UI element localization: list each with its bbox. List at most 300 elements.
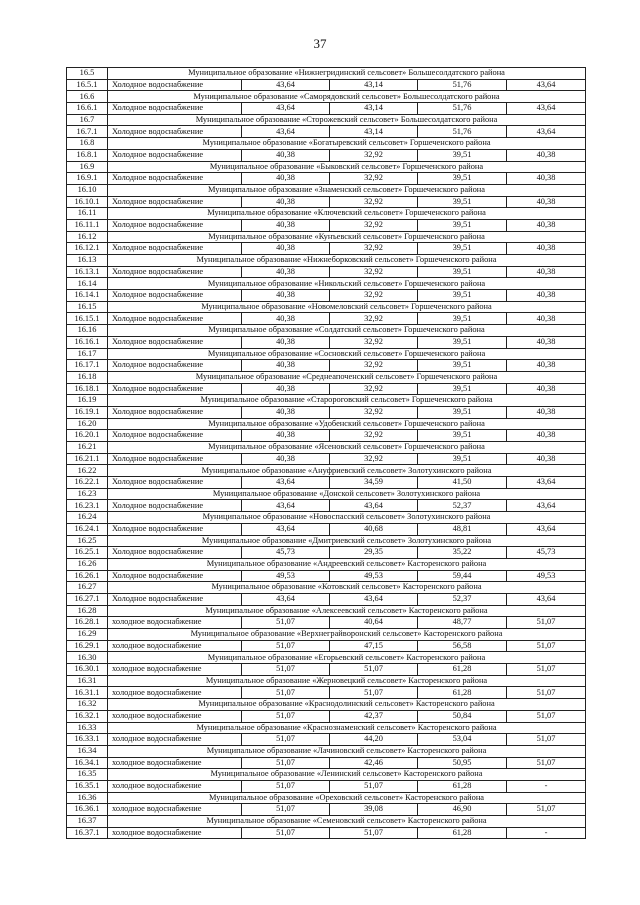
section-header-row	[67, 722, 586, 734]
row-code: 16.17.1	[67, 360, 108, 372]
section-header-row	[67, 816, 586, 828]
row-code: 16.22.1	[67, 477, 108, 489]
service-name: холодное водоснабжение	[108, 804, 242, 816]
tariff-value-2: 32,92	[330, 266, 418, 278]
row-code: 16.12.1	[67, 243, 108, 255]
section-header-row	[67, 558, 586, 570]
section-code: 16.7	[67, 114, 108, 126]
municipality-title: Муниципальное образование «Алексеевский сельсовет» Касторенского района	[108, 605, 586, 617]
row-code: 16.15.1	[67, 313, 108, 325]
municipality-title: Муниципальное образование «Быковский сельсовет» Горшеченского района	[108, 161, 586, 173]
tariff-value-4: 40,38	[507, 219, 586, 231]
tariff-value-1: 43,64	[242, 79, 330, 91]
row-code: 16.29.1	[67, 640, 108, 652]
row-code: 16.7.1	[67, 126, 108, 138]
tariff-value-1: 40,38	[242, 149, 330, 161]
section-code: 16.21	[67, 442, 108, 454]
municipality-title: Муниципальное образование «Среднеапоченский сельсовет» Горшеченского района	[108, 371, 586, 383]
service-name: Холодное водоснабжение	[108, 243, 242, 255]
municipality-title: Муниципальное образование «Ключевский сельсовет» Горшеченского района	[108, 208, 586, 220]
tariff-value-4: 51,07	[507, 664, 586, 676]
tariff-value-1: 43,64	[242, 126, 330, 138]
tariff-value-4: 43,64	[507, 593, 586, 605]
row-code: 16.31.1	[67, 687, 108, 699]
service-name: Холодное водоснабжение	[108, 103, 242, 115]
row-code: 16.23.1	[67, 500, 108, 512]
tariff-row	[67, 266, 586, 278]
tariff-row	[67, 406, 586, 418]
tariff-value-3: 52,37	[418, 500, 507, 512]
tariff-value-2: 32,92	[330, 173, 418, 185]
section-header-row	[67, 278, 586, 290]
tariff-value-1: 40,38	[242, 290, 330, 302]
row-code: 16.9.1	[67, 173, 108, 185]
tariff-row	[67, 196, 586, 208]
tariff-row	[67, 126, 586, 138]
tariff-value-3: 39,51	[418, 336, 507, 348]
tariff-value-1: 51,07	[242, 780, 330, 792]
row-code: 16.28.1	[67, 617, 108, 629]
tariff-value-1: 51,07	[242, 757, 330, 769]
section-code: 16.20	[67, 418, 108, 430]
tariff-value-4: 43,64	[507, 477, 586, 489]
section-code: 16.14	[67, 278, 108, 290]
municipality-title: Муниципальное образование «Удобенский сельсовет» Горшеченского района	[108, 418, 586, 430]
municipality-title: Муниципальное образование «Сосновский сельсовет» Горшеченского района	[108, 348, 586, 360]
section-header-row	[67, 208, 586, 220]
row-code: 16.25.1	[67, 547, 108, 559]
tariff-value-3: 51,76	[418, 103, 507, 115]
section-header-row	[67, 652, 586, 664]
tariff-value-3: 39,51	[418, 360, 507, 372]
tariff-value-4: 51,07	[507, 617, 586, 629]
tariff-row	[67, 780, 586, 792]
tariff-value-3: 35,22	[418, 547, 507, 559]
section-header-row	[67, 395, 586, 407]
tariff-value-1: 43,64	[242, 523, 330, 535]
tariff-row	[67, 219, 586, 231]
row-code: 16.32.1	[67, 710, 108, 722]
municipality-title: Муниципальное образование «Егорьевский сельсовет» Касторенского района	[108, 652, 586, 664]
tariff-row	[67, 570, 586, 582]
tariff-value-3: 39,51	[418, 243, 507, 255]
section-code: 16.16	[67, 325, 108, 337]
row-code: 16.35.1	[67, 780, 108, 792]
tariff-value-4: 40,38	[507, 336, 586, 348]
section-header-row	[67, 418, 586, 430]
tariff-value-4: 40,38	[507, 383, 586, 395]
tariff-value-2: 43,14	[330, 103, 418, 115]
tariff-value-1: 40,38	[242, 243, 330, 255]
tariff-row	[67, 617, 586, 629]
tariff-value-2: 49,53	[330, 570, 418, 582]
municipality-title: Муниципальное образование «Нижнеборковский сельсовет» Горшеченского района	[108, 255, 586, 267]
service-name: Холодное водоснабжение	[108, 149, 242, 161]
tariff-value-3: 39,51	[418, 173, 507, 185]
tariff-value-3: 39,51	[418, 266, 507, 278]
section-code: 16.6	[67, 91, 108, 103]
tariff-value-1: 40,38	[242, 383, 330, 395]
tariff-row	[67, 804, 586, 816]
tariff-value-2: 32,92	[330, 313, 418, 325]
service-name: Холодное водоснабжение	[108, 336, 242, 348]
tariff-value-2: 43,64	[330, 500, 418, 512]
row-code: 16.8.1	[67, 149, 108, 161]
tariff-value-1: 51,07	[242, 734, 330, 746]
tariff-value-1: 40,38	[242, 196, 330, 208]
tariff-value-2: 34,59	[330, 477, 418, 489]
municipality-title: Муниципальное образование «Богатыревский сельсовет» Горшеченского района	[108, 138, 586, 150]
tariff-value-3: 61,28	[418, 664, 507, 676]
municipality-title: Муниципальное образование «Знаменский сельсовет» Горшеченского района	[108, 184, 586, 196]
tariff-value-3: 59,44	[418, 570, 507, 582]
tariff-row	[67, 360, 586, 372]
tariff-value-3: 61,28	[418, 687, 507, 699]
tariff-value-3: 51,76	[418, 79, 507, 91]
section-code: 16.13	[67, 255, 108, 267]
tariff-value-1: 43,64	[242, 103, 330, 115]
tariff-value-4: 40,38	[507, 430, 586, 442]
tariff-value-3: 52,37	[418, 593, 507, 605]
tariff-value-4: 40,38	[507, 173, 586, 185]
service-name: Холодное водоснабжение	[108, 196, 242, 208]
tariff-value-3: 39,51	[418, 313, 507, 325]
tariff-value-1: 40,38	[242, 173, 330, 185]
section-code: 16.9	[67, 161, 108, 173]
row-code: 16.13.1	[67, 266, 108, 278]
tariff-value-3: 50,95	[418, 757, 507, 769]
tariff-value-1: 51,07	[242, 617, 330, 629]
tariff-value-2: 43,14	[330, 126, 418, 138]
municipality-title: Муниципальное образование «Нижнегридинский сельсовет» Большесолдатского района	[108, 68, 586, 80]
tariff-row	[67, 477, 586, 489]
section-code: 16.22	[67, 465, 108, 477]
tariff-value-4: 51,07	[507, 640, 586, 652]
tariff-value-2: 32,92	[330, 430, 418, 442]
tariff-value-1: 45,73	[242, 547, 330, 559]
tariff-value-2: 51,07	[330, 780, 418, 792]
service-name: Холодное водоснабжение	[108, 126, 242, 138]
tariff-value-2: 51,07	[330, 827, 418, 839]
tariff-value-1: 40,38	[242, 453, 330, 465]
row-code: 16.36.1	[67, 804, 108, 816]
tariff-value-3: 39,51	[418, 383, 507, 395]
section-header-row	[67, 371, 586, 383]
municipality-title: Муниципальное образование «Кунъевский сельсовет» Горшеченского района	[108, 231, 586, 243]
section-code: 16.25	[67, 535, 108, 547]
tariff-row	[67, 173, 586, 185]
service-name: холодное водоснабжение	[108, 687, 242, 699]
tariff-value-4: -	[507, 827, 586, 839]
section-code: 16.8	[67, 138, 108, 150]
municipality-title: Муниципальное образование «Дмитриевский сельсовет» Золотухинского района	[108, 535, 586, 547]
tariff-value-4: 43,64	[507, 103, 586, 115]
tariff-value-4: 51,07	[507, 710, 586, 722]
section-code: 16.30	[67, 652, 108, 664]
section-code: 16.24	[67, 512, 108, 524]
tariff-value-4: 51,07	[507, 687, 586, 699]
row-code: 16.5.1	[67, 79, 108, 91]
tariff-value-1: 51,07	[242, 640, 330, 652]
tariff-value-2: 32,92	[330, 219, 418, 231]
section-header-row	[67, 675, 586, 687]
tariff-row	[67, 827, 586, 839]
tariff-value-3: 46,90	[418, 804, 507, 816]
tariff-value-4: 40,38	[507, 243, 586, 255]
section-header-row	[67, 769, 586, 781]
tariff-value-2: 32,92	[330, 453, 418, 465]
section-header-row	[67, 231, 586, 243]
tariff-row	[67, 734, 586, 746]
row-code: 16.10.1	[67, 196, 108, 208]
section-code: 16.29	[67, 629, 108, 641]
section-code: 16.18	[67, 371, 108, 383]
section-code: 16.5	[67, 68, 108, 80]
row-code: 16.34.1	[67, 757, 108, 769]
municipality-title: Муниципальное образование «Новомеловский сельсовет» Горшеченского района	[108, 301, 586, 313]
tariff-value-4: 40,38	[507, 266, 586, 278]
tariff-value-3: 53,04	[418, 734, 507, 746]
tariff-value-3: 41,50	[418, 477, 507, 489]
tariff-value-3: 39,51	[418, 406, 507, 418]
row-code: 16.11.1	[67, 219, 108, 231]
tariff-value-1: 40,38	[242, 313, 330, 325]
tariff-value-4: 51,07	[507, 757, 586, 769]
section-code: 16.26	[67, 558, 108, 570]
municipality-title: Муниципальное образование «Жерновецкий сельсовет» Касторенского района	[108, 675, 586, 687]
tariff-row	[67, 523, 586, 535]
section-header-row	[67, 255, 586, 267]
tariff-value-3: 39,51	[418, 149, 507, 161]
tariff-value-2: 42,37	[330, 710, 418, 722]
service-name: Холодное водоснабжение	[108, 570, 242, 582]
section-code: 16.35	[67, 769, 108, 781]
row-code: 16.24.1	[67, 523, 108, 535]
section-header-row	[67, 512, 586, 524]
tariff-value-2: 32,92	[330, 196, 418, 208]
tariff-row	[67, 243, 586, 255]
municipality-title: Муниципальное образование «Ореховский сельсовет» Касторенского района	[108, 792, 586, 804]
service-name: Холодное водоснабжение	[108, 360, 242, 372]
tariff-value-4: 51,07	[507, 734, 586, 746]
tariff-value-3: 39,51	[418, 453, 507, 465]
section-code: 16.11	[67, 208, 108, 220]
municipality-title: Муниципальное образование «Никольский сельсовет» Горшеченского района	[108, 278, 586, 290]
tariff-value-1: 51,07	[242, 687, 330, 699]
section-code: 16.31	[67, 675, 108, 687]
tariff-table-body	[67, 68, 586, 839]
municipality-title: Муниципальное образование «Новоспасский сельсовет» Золотухинского района	[108, 512, 586, 524]
municipality-title: Муниципальное образование «Андреевский сельсовет» Касторенского района	[108, 558, 586, 570]
tariff-value-1: 40,38	[242, 360, 330, 372]
service-name: холодное водоснабжение	[108, 827, 242, 839]
tariff-value-2: 32,92	[330, 336, 418, 348]
tariff-value-2: 39,08	[330, 804, 418, 816]
service-name: холодное водоснабжение	[108, 640, 242, 652]
section-code: 16.27	[67, 582, 108, 594]
tariff-value-3: 39,51	[418, 290, 507, 302]
tariff-value-2: 29,35	[330, 547, 418, 559]
service-name: Холодное водоснабжение	[108, 219, 242, 231]
tariff-value-1: 49,53	[242, 570, 330, 582]
section-header-row	[67, 325, 586, 337]
tariff-value-2: 51,07	[330, 664, 418, 676]
tariff-value-2: 44,20	[330, 734, 418, 746]
row-code: 16.16.1	[67, 336, 108, 348]
service-name: Холодное водоснабжение	[108, 290, 242, 302]
tariff-value-2: 32,92	[330, 290, 418, 302]
section-header-row	[67, 114, 586, 126]
tariff-row	[67, 640, 586, 652]
service-name: Холодное водоснабжение	[108, 406, 242, 418]
service-name: холодное водоснабжение	[108, 617, 242, 629]
row-code: 16.26.1	[67, 570, 108, 582]
tariff-value-3: 51,76	[418, 126, 507, 138]
tariff-value-4: 40,38	[507, 453, 586, 465]
municipality-title: Муниципальное образование «Краснознаменский сельсовет» Касторенского района	[108, 722, 586, 734]
tariff-value-1: 43,64	[242, 593, 330, 605]
service-name: Холодное водоснабжение	[108, 173, 242, 185]
tariff-value-4: 40,38	[507, 149, 586, 161]
section-header-row	[67, 301, 586, 313]
tariff-value-2: 47,15	[330, 640, 418, 652]
tariff-value-1: 40,38	[242, 406, 330, 418]
service-name: Холодное водоснабжение	[108, 266, 242, 278]
row-code: 16.33.1	[67, 734, 108, 746]
service-name: Холодное водоснабжение	[108, 430, 242, 442]
tariff-value-2: 32,92	[330, 149, 418, 161]
tariff-row	[67, 710, 586, 722]
tariff-row	[67, 664, 586, 676]
row-code: 16.14.1	[67, 290, 108, 302]
municipality-title: Муниципальное образование «Верхнеграйворонский сельсовет» Касторенского района	[108, 629, 586, 641]
tariff-value-1: 40,38	[242, 266, 330, 278]
section-code: 16.32	[67, 699, 108, 711]
municipality-title: Муниципальное образование «Солдатский сельсовет» Горшеченского района	[108, 325, 586, 337]
section-header-row	[67, 465, 586, 477]
tariff-value-1: 51,07	[242, 710, 330, 722]
tariff-value-4: 45,73	[507, 547, 586, 559]
section-header-row	[67, 348, 586, 360]
section-header-row	[67, 91, 586, 103]
tariff-value-1: 51,07	[242, 804, 330, 816]
row-code: 16.27.1	[67, 593, 108, 605]
tariff-value-1: 40,38	[242, 430, 330, 442]
section-header-row	[67, 582, 586, 594]
tariff-row	[67, 430, 586, 442]
service-name: Холодное водоснабжение	[108, 383, 242, 395]
tariff-value-4: 43,64	[507, 126, 586, 138]
tariff-table	[66, 67, 586, 839]
municipality-title: Муниципальное образование «Сторожевский сельсовет» Большесолдатского района	[108, 114, 586, 126]
tariff-value-3: 39,51	[418, 219, 507, 231]
row-code: 16.18.1	[67, 383, 108, 395]
tariff-row	[67, 687, 586, 699]
section-code: 16.23	[67, 488, 108, 500]
row-code: 16.30.1	[67, 664, 108, 676]
section-header-row	[67, 605, 586, 617]
section-code: 16.37	[67, 816, 108, 828]
municipality-title: Муниципальное образование «Ленинский сельсовет» Касторенского района	[108, 769, 586, 781]
section-header-row	[67, 488, 586, 500]
tariff-value-3: 61,28	[418, 827, 507, 839]
tariff-value-3: 48,77	[418, 617, 507, 629]
tariff-row	[67, 757, 586, 769]
tariff-value-4: 40,38	[507, 196, 586, 208]
tariff-value-3: 56,58	[418, 640, 507, 652]
row-code: 16.20.1	[67, 430, 108, 442]
section-code: 16.10	[67, 184, 108, 196]
section-code: 16.34	[67, 745, 108, 757]
tariff-value-2: 42,46	[330, 757, 418, 769]
tariff-row	[67, 290, 586, 302]
tariff-value-3: 61,28	[418, 780, 507, 792]
tariff-row	[67, 336, 586, 348]
service-name: Холодное водоснабжение	[108, 593, 242, 605]
page-number: 37	[313, 36, 327, 51]
municipality-title: Муниципальное образование «Ануфриевский сельсовет» Золотухинского района	[108, 465, 586, 477]
tariff-value-3: 39,51	[418, 196, 507, 208]
tariff-value-4: 40,38	[507, 290, 586, 302]
tariff-row	[67, 313, 586, 325]
municipality-title: Муниципальное образование «Лачиновский сельсовет» Касторенского района	[108, 745, 586, 757]
tariff-value-4: 43,64	[507, 500, 586, 512]
section-code: 16.36	[67, 792, 108, 804]
municipality-title: Муниципальное образование «Саморядовский сельсовет» Большесолдатского района	[108, 91, 586, 103]
tariff-value-4: 40,38	[507, 406, 586, 418]
section-header-row	[67, 138, 586, 150]
tariff-value-2: 43,64	[330, 593, 418, 605]
row-code: 16.6.1	[67, 103, 108, 115]
service-name: Холодное водоснабжение	[108, 477, 242, 489]
section-header-row	[67, 745, 586, 757]
tariff-value-2: 32,92	[330, 406, 418, 418]
tariff-row	[67, 103, 586, 115]
tariff-value-1: 51,07	[242, 827, 330, 839]
tariff-row	[67, 453, 586, 465]
service-name: холодное водоснабжение	[108, 734, 242, 746]
municipality-title: Муниципальное образование «Котовский сельсовет» Касторенского района	[108, 582, 586, 594]
tariff-row	[67, 593, 586, 605]
tariff-row	[67, 383, 586, 395]
section-header-row	[67, 68, 586, 80]
tariff-value-1: 40,38	[242, 336, 330, 348]
service-name: холодное водоснабжение	[108, 664, 242, 676]
service-name: холодное водоснабжение	[108, 757, 242, 769]
section-code: 16.15	[67, 301, 108, 313]
row-code: 16.37.1	[67, 827, 108, 839]
municipality-title: Муниципальное образование «Семеновский сельсовет» Касторенского района	[108, 816, 586, 828]
tariff-row	[67, 149, 586, 161]
service-name: холодное водоснабжение	[108, 780, 242, 792]
service-name: холодное водоснабжение	[108, 710, 242, 722]
section-header-row	[67, 184, 586, 196]
section-code: 16.28	[67, 605, 108, 617]
section-code: 16.19	[67, 395, 108, 407]
tariff-value-2: 32,92	[330, 383, 418, 395]
tariff-value-2: 32,92	[330, 360, 418, 372]
tariff-value-2: 43,14	[330, 79, 418, 91]
tariff-value-2: 40,68	[330, 523, 418, 535]
section-code: 16.12	[67, 231, 108, 243]
tariff-value-4: 40,38	[507, 313, 586, 325]
service-name: Холодное водоснабжение	[108, 313, 242, 325]
section-header-row	[67, 442, 586, 454]
tariff-value-4: 43,64	[507, 523, 586, 535]
tariff-row	[67, 547, 586, 559]
tariff-value-2: 40,64	[330, 617, 418, 629]
municipality-title: Муниципальное образование «Донской сельсовет» Золотухинского района	[108, 488, 586, 500]
